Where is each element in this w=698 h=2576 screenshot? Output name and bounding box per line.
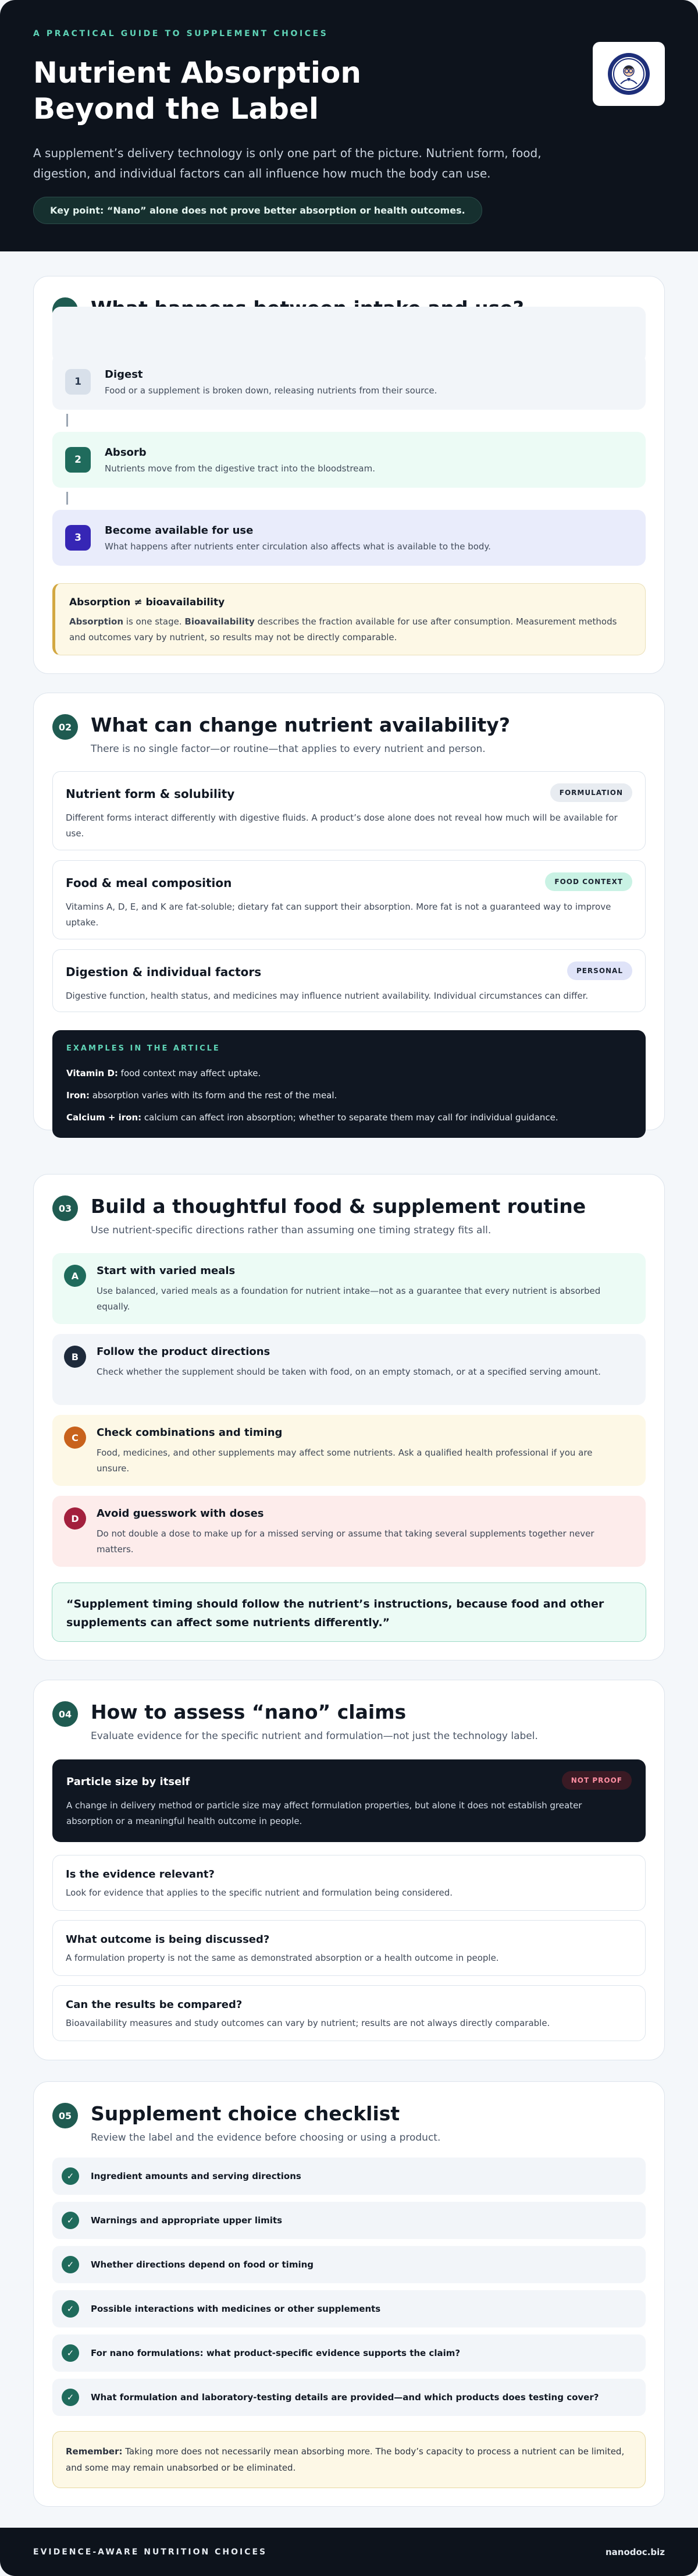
section-subtitle: Use nutrient-specific directions rather than assuming one timing strategy fits all. (91, 1225, 492, 1236)
checklist-label: For nano formulations: what product-specific evidence supports the claim? (91, 2348, 461, 2358)
factor-title: Nutrient form & solubility (66, 787, 235, 801)
step-desc: Food or a supplement is broken down, releasing nutrients from their source. (105, 385, 437, 396)
example-row: Vitamin D: food context may affect uptake. (66, 1068, 261, 1078)
factor-card-personal (52, 949, 646, 1012)
checklist-item[interactable] (52, 2158, 646, 2195)
question-title: Is the evidence relevant? (66, 1868, 215, 1880)
section-number: 02 (52, 714, 78, 740)
examples-caption: EXAMPLES IN THE ARTICLE (66, 1044, 220, 1053)
checklist-item[interactable] (52, 2202, 646, 2239)
factor-card-formulation (52, 771, 646, 850)
nanodoc-logo[interactable] (593, 42, 665, 106)
question-card-compare (52, 1985, 646, 2041)
section-number: 05 (52, 2103, 78, 2128)
personal-tag: PERSONAL (567, 961, 632, 980)
factor-card-food (52, 860, 646, 939)
check-icon: ✓ (62, 2167, 79, 2185)
factor-title: Food & meal composition (66, 876, 232, 890)
footer-site-link[interactable]: nanodoc.biz (605, 2546, 665, 2557)
checklist-label: Possible interactions with medicines or other supplements (91, 2304, 381, 2314)
routine-item-a (52, 1253, 646, 1324)
routine-title: Avoid guesswork with doses (97, 1507, 264, 1520)
question-desc: A formulation property is not the same as demonstrated absorption or a health outcome in people. (66, 1953, 499, 1963)
question-title: What outcome is being discussed? (66, 1933, 270, 1946)
section-title: How to assess “nano” claims (91, 1701, 407, 1723)
routine-item-b (52, 1334, 646, 1405)
routine-desc: Food, medicines, and other supplements may affect some nutrients. Ask a qualified health professional if you are unsure. (97, 1447, 593, 1474)
step-connector (66, 492, 68, 505)
header-eyebrow: A PRACTICAL GUIDE TO SUPPLEMENT CHOICES (33, 29, 329, 38)
step-title: Absorb (105, 446, 147, 459)
checklist-label: What formulation and laboratory-testing details are provided—and which products does testing cover? (91, 2392, 599, 2403)
example-row: Iron: absorption varies with its form and the rest of the meal. (66, 1090, 337, 1101)
routine-letter-badge: C (64, 1427, 86, 1449)
bioavailability-callout (52, 583, 646, 655)
step-1 (52, 354, 646, 410)
not-proof-tag: NOT PROOF (562, 1771, 632, 1790)
callout-title: Absorption ≠ bioavailability (69, 597, 225, 608)
checklist-label: Whether directions depend on food or timing (91, 2259, 314, 2270)
check-icon: ✓ (62, 2300, 79, 2318)
routine-title: Check combinations and timing (97, 1427, 283, 1439)
section-nano-claims (33, 1680, 665, 2060)
formulation-tag: FORMULATION (550, 783, 632, 802)
section-subtitle: There is no single factor—or routine—that applies to every nutrient and person. (91, 743, 486, 755)
routine-letter-badge: D (64, 1507, 86, 1530)
question-card-relevance (52, 1855, 646, 1911)
check-icon: ✓ (62, 2344, 79, 2362)
routine-title: Start with varied meals (97, 1265, 236, 1277)
timing-quote: “Supplement timing should follow the nutrient’s instructions, because food and other supplements can affect some nutrients differently.” (52, 1582, 646, 1642)
factor-desc: Digestive function, health status, and medicines may influence nutrient availability. Individual circumstances can differ. (66, 991, 589, 1001)
routine-title: Follow the product directions (97, 1346, 270, 1358)
routine-letter-badge: A (64, 1265, 86, 1287)
checklist-item[interactable] (52, 2290, 646, 2327)
check-icon: ✓ (62, 2389, 79, 2406)
checklist-item[interactable] (52, 2379, 646, 2416)
factor-title: Digestion & individual factors (66, 965, 262, 979)
section-title: What can change nutrient availability? (91, 714, 510, 736)
step-badge: 2 (65, 447, 91, 473)
step-title: Digest (105, 368, 143, 381)
nanodoc-badge-icon (606, 51, 651, 97)
step-connector (66, 414, 68, 427)
key-point-pill: Key point: “Nano” alone does not prove better absorption or health outcomes. (33, 197, 482, 224)
question-card-outcome (52, 1920, 646, 1976)
section-subtitle: Review the label and the evidence before choosing or using a product. (91, 2132, 441, 2144)
step-badge: 3 (65, 525, 91, 551)
question-desc: Bioavailability measures and study outcomes can vary by nutrient; results are not always directly comparable. (66, 2018, 550, 2028)
example-row: Calcium + iron: calcium can affect iron absorption; whether to separate them may call for individual guidance. (66, 1112, 558, 1123)
examples-box (52, 1030, 646, 1138)
callout-text: Absorption is one stage. Bioavailability describes the fraction available for use after consumption. Measurement methods and outcomes vary by nutrient, so results may not be directly comparable. (69, 616, 617, 643)
step-2 (52, 432, 646, 488)
step-desc: Nutrients move from the digestive tract into the bloodstream. (105, 463, 375, 474)
section-availability-factors (33, 693, 665, 1130)
step-badge: 1 (65, 369, 91, 395)
checklist-item[interactable] (52, 2334, 646, 2372)
remember-note: Remember: Taking more does not necessarily mean absorbing more. The body’s capacity to process a nutrient can be limited, and some may remain unabsorbed or be eliminated. (52, 2431, 646, 2488)
particle-size-desc: A change in delivery method or particle size may affect formulation properties, but alone it does not establish greater absorption or a meaningful health outcome in people. (66, 1800, 582, 1826)
check-icon: ✓ (62, 2256, 79, 2273)
section-number: 03 (52, 1195, 78, 1221)
routine-letter-badge: B (64, 1346, 86, 1368)
factor-desc: Different forms interact differently with digestive fluids. A product’s dose alone does not reveal how much will be available for use. (66, 812, 618, 839)
page-footer (0, 2528, 698, 2576)
routine-desc: Use balanced, varied meals as a foundation for nutrient intake—not as a guarantee that every nutrient is absorbed equally. (97, 1286, 601, 1312)
step-desc: What happens after nutrients enter circulation also affects what is available to the body. (105, 541, 491, 552)
section-checklist (33, 2081, 665, 2507)
step-3 (52, 510, 646, 566)
routine-desc: Do not double a dose to make up for a missed serving or assume that taking several supplements together never matters. (97, 1528, 594, 1555)
footer-tagline: EVIDENCE-AWARE NUTRITION CHOICES (33, 2547, 268, 2557)
factor-desc: Vitamins A, D, E, and K are fat-soluble; dietary fat can support their absorption. More fat is not a guaranteed way to improve uptake. (66, 902, 611, 928)
page-header (0, 0, 698, 251)
page-title: Nutrient Absorption Beyond the Label (33, 56, 361, 126)
checklist-label: Ingredient amounts and serving directions (91, 2171, 301, 2181)
section-subtitle: Evaluate evidence for the specific nutrient and formulation—not just the technology label. (91, 1730, 538, 1742)
routine-item-c (52, 1415, 646, 1486)
routine-item-d (52, 1496, 646, 1567)
particle-size-title: Particle size by itself (66, 1776, 190, 1788)
section-title: Supplement choice checklist (91, 2102, 400, 2125)
step-title: Become available for use (105, 524, 254, 537)
question-desc: Look for evidence that applies to the specific nutrient and formulation being considered. (66, 1887, 453, 1898)
question-title: Can the results be compared? (66, 1999, 243, 2011)
food-context-tag: FOOD CONTEXT (545, 872, 632, 891)
section-number: 04 (52, 1701, 78, 1727)
check-icon: ✓ (62, 2212, 79, 2229)
section-title: Build a thoughtful food & supplement routine (91, 1195, 586, 1218)
section-intake-use (33, 276, 665, 674)
checklist-item[interactable] (52, 2246, 646, 2283)
routine-desc: Check whether the supplement should be taken with food, on an empty stomach, or at a specified serving amount. (97, 1367, 601, 1377)
header-lead: A supplement’s delivery technology is only one part of the picture. Nutrient form, food, digestion, and individual factors can all influence how much the body can use. (33, 146, 542, 180)
checklist-label: Warnings and appropriate upper limits (91, 2215, 283, 2226)
particle-size-card (52, 1759, 646, 1842)
